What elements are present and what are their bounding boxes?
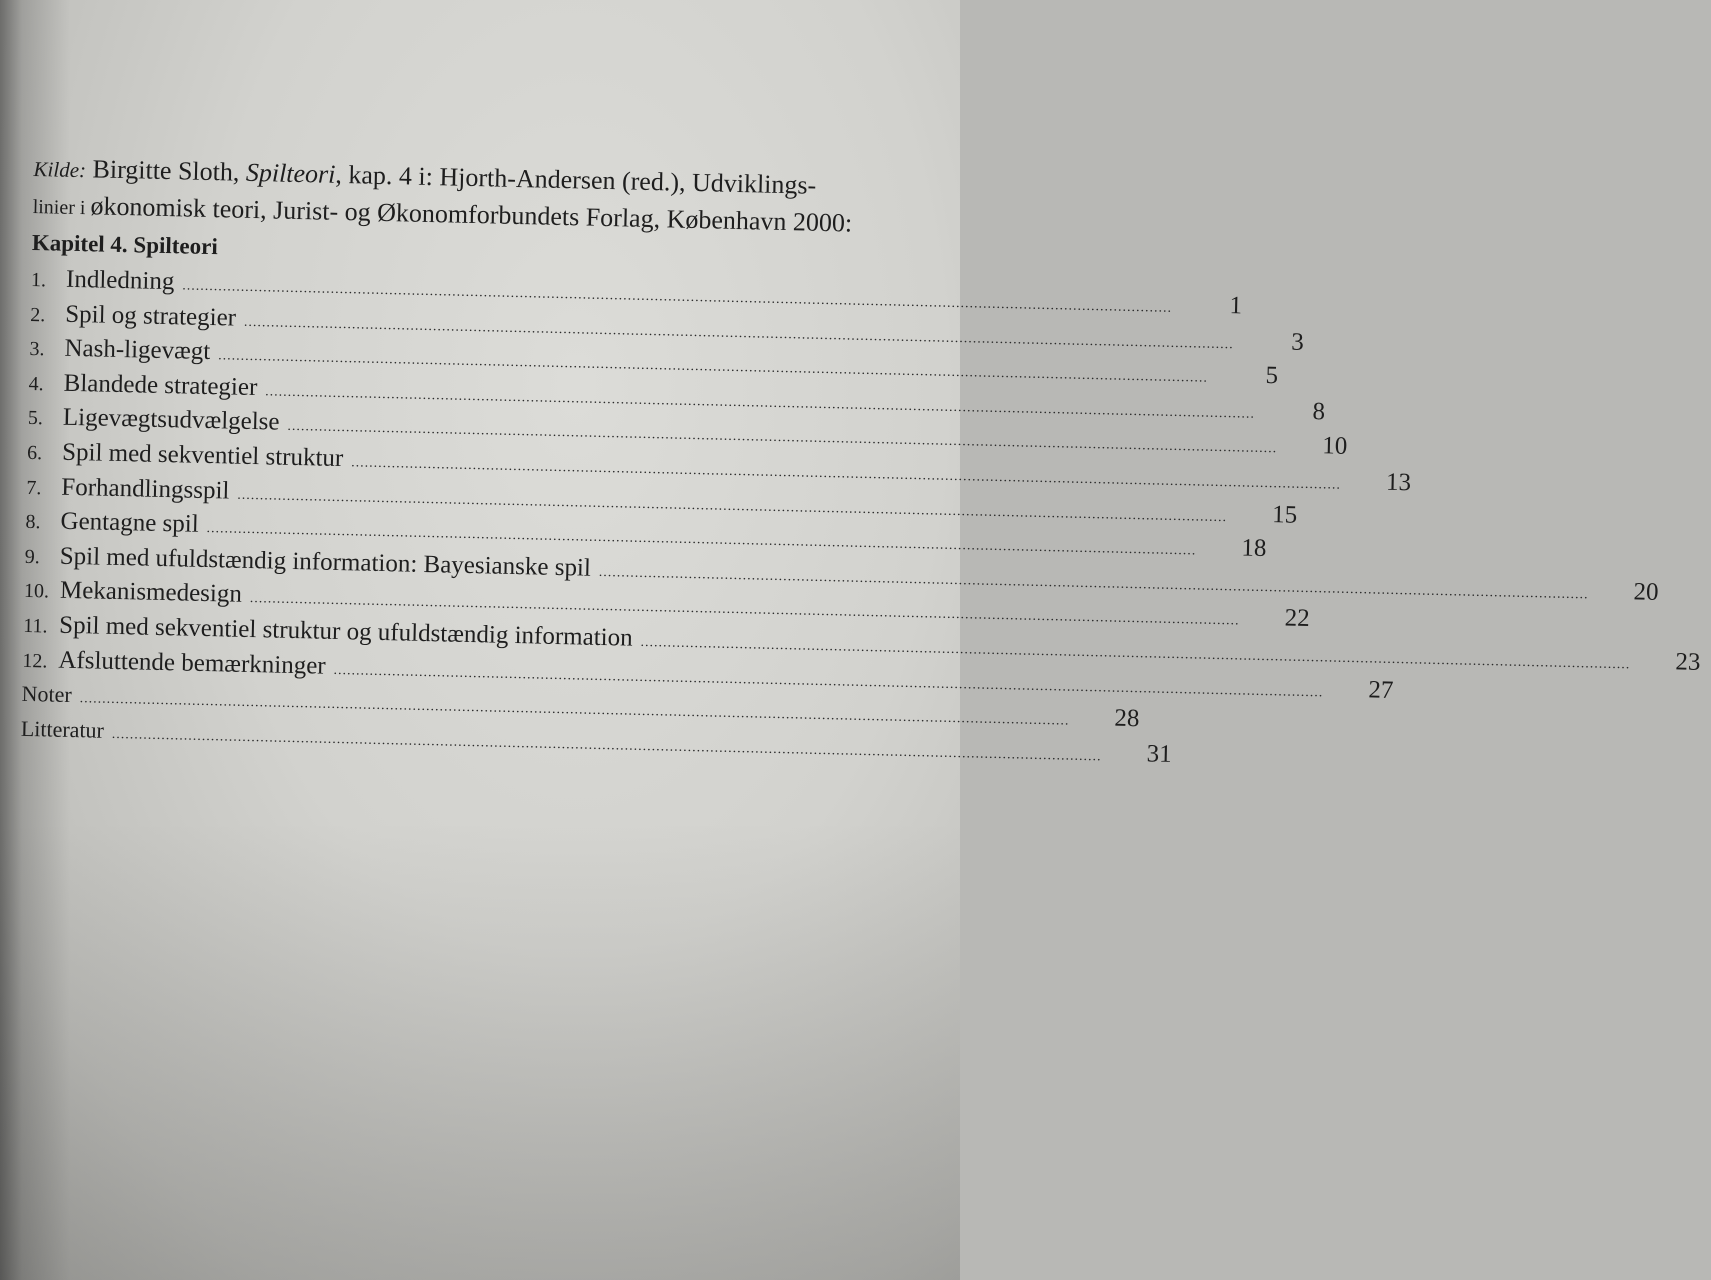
source-author: Birgitte Sloth,	[92, 154, 240, 187]
toc-entry-number: 12.	[22, 649, 48, 672]
toc-dot-leader: ............................................................................................................................................................................................................................	[218, 348, 1209, 386]
source-label: Kilde:	[33, 156, 87, 183]
toc-entry-page: 27	[1368, 675, 1394, 704]
toc-dot-leader: ............................................................................................................................................................................................................................	[111, 726, 1102, 765]
source-details-line1: , kap. 4 i: Hjorth-Andersen (red.), Udviklings-	[335, 159, 817, 200]
toc-entry-title: Indledning	[65, 265, 175, 296]
toc-entry-page: 22	[1284, 604, 1310, 633]
toc-entry-title: Blandede strategier	[63, 369, 258, 401]
toc-dot-leader: ............................................................................................................................................................................................................................	[351, 455, 1342, 493]
toc-entry-title: Noter	[21, 680, 73, 708]
toc-entry-title: Afsluttende bemærkninger	[58, 646, 326, 680]
toc-entry-number: 6.	[26, 441, 43, 465]
toc-entry-number: 9.	[24, 545, 41, 568]
toc-entry-number: 11.	[22, 614, 48, 638]
toc-entry-page: 28	[1114, 704, 1140, 733]
toc-entry-title: Spil og strategier	[64, 300, 237, 332]
toc-entry-title: Nash-ligevægt	[64, 334, 211, 366]
toc-dot-leader: ............................................................................................................................................................................................................................	[206, 521, 1197, 559]
toc-entry-page: 10	[1321, 432, 1348, 461]
page-content	[20, 150, 1701, 769]
toc-dot-leader: ............................................................................................................................................................................................................................	[79, 691, 1070, 729]
toc-dot-leader: ............................................................................................................................................................................................................................	[243, 314, 1234, 352]
table-of-contents	[20, 265, 1701, 769]
toc-entry-title: Gentagne spil	[60, 507, 200, 538]
toc-entry-number: 1.	[30, 268, 47, 292]
toc-entry-page: 13	[1385, 468, 1412, 497]
toc-entry-page: 23	[1675, 648, 1701, 676]
toc-dot-leader: ............................................................................................................................................................................................................................	[598, 564, 1589, 603]
toc-entry-title: Mekanismedesign	[59, 577, 243, 609]
toc-entry-page: 3	[1290, 328, 1305, 356]
toc-entry-number: 7.	[26, 476, 42, 499]
toc-entry-number: 8.	[25, 511, 41, 534]
toc-dot-leader: ............................................................................................................................................................................................................................	[640, 634, 1631, 673]
toc-entry-page: 20	[1633, 578, 1659, 606]
toc-entry-number: 2.	[30, 303, 46, 326]
toc-dot-leader: ............................................................................................................................................................................................................................	[249, 591, 1240, 629]
toc-dot-leader: ............................................................................................................................................................................................................................	[237, 487, 1228, 525]
toc-dot-leader: ............................................................................................................................................................................................................................	[182, 278, 1173, 316]
toc-entry-page: 15	[1271, 500, 1298, 529]
toc-entry-number: 5.	[27, 407, 44, 430]
source-line2-rest: økonomisk teori, Jurist- og Økonomforbundets Forlag, København 2000:	[90, 191, 853, 238]
toc-entry-page: 1	[1229, 292, 1243, 320]
toc-entry-number: 3.	[29, 338, 45, 361]
toc-entry-number: 4.	[28, 372, 44, 396]
toc-entry-title: Spil med ufuldstændig information: Bayesianske spil	[59, 542, 592, 582]
source-book-title: Spilteori	[245, 157, 336, 189]
toc-entry-title: Spil med sekventiel struktur	[61, 438, 344, 473]
toc-dot-leader: ............................................................................................................................................................................................................................	[287, 419, 1278, 457]
toc-entry-title: Ligevægtsudvælgelse	[62, 404, 280, 437]
chapter-title: Kapitel 4. Spilteori	[31, 229, 219, 260]
source-line2-start: linier i	[32, 195, 91, 220]
source-citation	[32, 150, 913, 245]
toc-entry-page: 31	[1146, 740, 1172, 768]
page-shadow	[0, 820, 960, 1280]
toc-entry-page: 5	[1265, 362, 1279, 390]
toc-entry-title: Forhandlingsspil	[61, 473, 230, 505]
toc-dot-leader: ............................................................................................................................................................................................................................	[333, 662, 1324, 700]
toc-entry-number: 10.	[23, 580, 50, 603]
toc-dot-leader: ............................................................................................................................................................................................................................	[265, 384, 1256, 422]
toc-entry-page: 18	[1241, 534, 1267, 563]
toc-entry-page: 8	[1312, 397, 1326, 426]
toc-entry-title: Litteratur	[20, 715, 105, 743]
toc-entry-title: Spil med sekventiel struktur og ufuldstændig information	[58, 611, 633, 652]
